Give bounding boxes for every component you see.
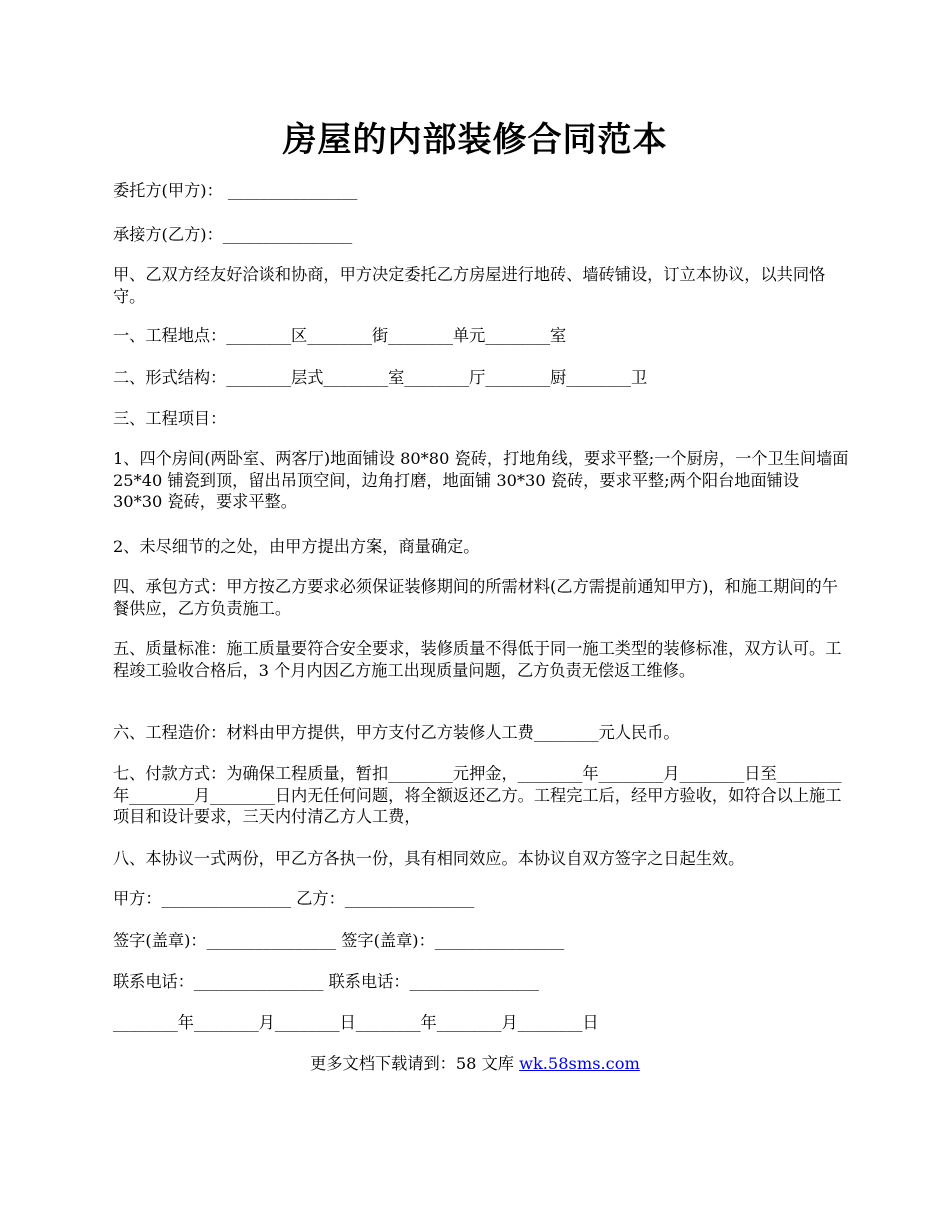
clause-cost: 六、工程造价：材料由甲方提供，甲方支付乙方装修人工费________元人民币。 <box>113 723 680 742</box>
party-b-line: 承接方(乙方)：________________ <box>113 225 353 244</box>
signature-phone: 联系电话：________________ 联系电话：________________ <box>113 972 540 991</box>
clause-copies: 八、本协议一式两份，甲乙方各执一份，具有相同效应。本协议自双方签字之日起生效。 <box>113 849 745 868</box>
footer <box>0 1053 950 1075</box>
footer-link[interactable]: wk.58sms.com <box>519 1054 640 1073</box>
intro-paragraph: 甲、乙双方经友好洽谈和协商，甲方决定委托乙方房屋进行地砖、墙砖铺设，订立本协议，以共同恪守。 <box>113 265 826 306</box>
clause-items-1: 1、四个房间(两卧室、两客厅)地面铺设 80*80 瓷砖，打地角线，要求平整;一个厨房，一个卫生间墙面 25*40 铺瓷到顶，留出吊顶空间，边角打磨，地面铺 30*30 瓷砖，要求平整;两个阳台地面铺设 30*30 瓷砖，要求平整。 <box>113 449 854 511</box>
clause-location: 一、工程地点：________区________街________单元________室 <box>113 326 567 345</box>
clause-quality: 五、质量标准：施工质量要符合安全要求，装修质量不得低于同一施工类型的装修标准，双方认可。工程竣工验收合格后，3 个月内因乙方施工出现质量问题，乙方负责无偿返工维修。 <box>113 639 842 680</box>
clause-items-heading: 三、工程项目： <box>113 409 227 428</box>
clause-payment: 七、付款方式：为确保工程质量，暂扣________元押金，________年________月________日至________年________月________日内无任何问题，将全额返还乙方。工程完工后，经甲方验收，如符合以上施工项目和设计要求，三天内付清乙方人工费， <box>113 764 842 826</box>
party-a-line: 委托方(甲方)： ________________ <box>113 181 358 200</box>
signature-seal: 签字(盖章)：________________ 签字(盖章)：________________ <box>113 931 565 950</box>
signature-parties: 甲方：________________ 乙方：________________ <box>113 889 475 908</box>
clause-contract-method: 四、承包方式：甲方按乙方要求必须保证装修期间的所需材料(乙方需提前通知甲方)，和施工期间的午餐供应，乙方负责施工。 <box>113 577 838 618</box>
footer-text: 更多文档下载请到：58 文库 <box>310 1054 520 1073</box>
document-title: 房屋的内部装修合同范本 <box>282 120 668 160</box>
signature-dates: ________年________月________日________年________月________日 <box>113 1013 599 1032</box>
clause-items-2: 2、未尽细节的之处，由甲方提出方案，商量确定。 <box>113 537 480 556</box>
clause-structure: 二、形式结构：________层式________室________厅________厨________卫 <box>113 368 648 387</box>
